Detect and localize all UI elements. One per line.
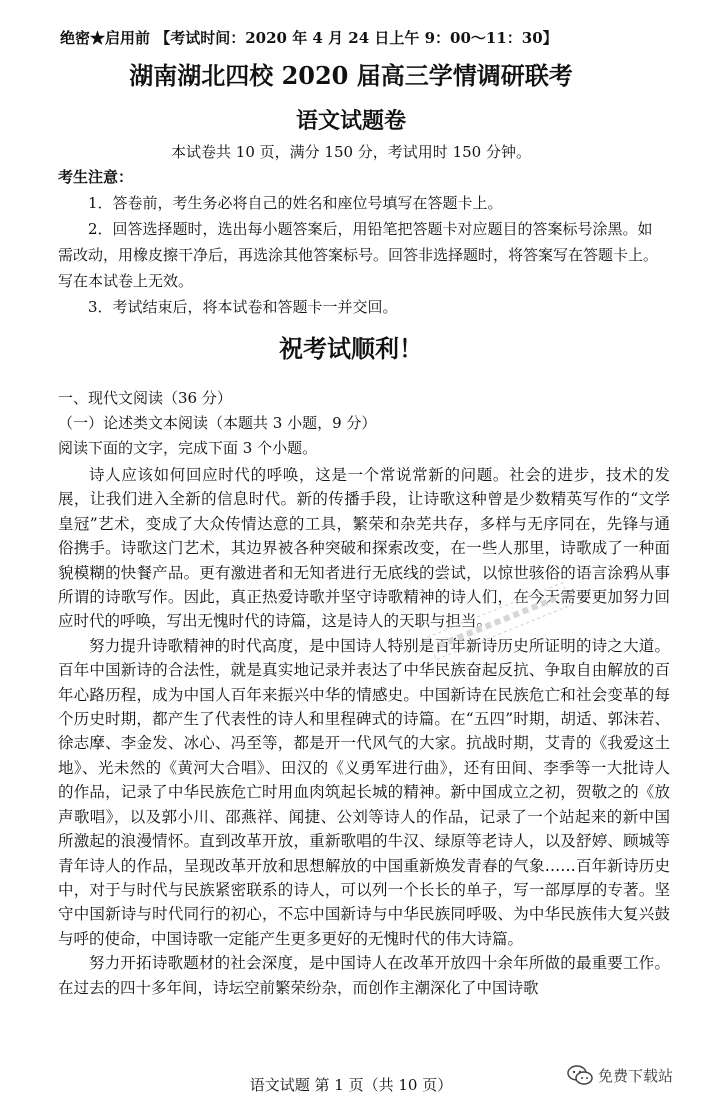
notice-item: 3．考试结束后，将本试卷和答题卡一并交回。 xyxy=(88,298,398,316)
site-logo xyxy=(566,1064,673,1086)
section-part: 一、现代文阅读（36 分） xyxy=(58,389,232,407)
page-footer: 语文试题 第 1 页（共 10 页） xyxy=(249,1076,453,1094)
notice-title: 考生注意： xyxy=(58,168,134,186)
notice-list xyxy=(58,190,666,320)
exam-time-line: 绝密★启用前 【考试时间：2020 年 4 月 24 日上午 9：00～11：30】 xyxy=(60,29,558,47)
logo-text: 免费下载站 xyxy=(598,1066,674,1085)
paper-subtitle: 语文试题卷 xyxy=(295,108,406,134)
exam-title: 湖南湖北四校 2020 届高三学情调研联考 xyxy=(129,61,573,90)
paper-info: 本试卷共 10 页，满分 150 分，考试用时 150 分钟。 xyxy=(171,143,531,161)
blessing: 祝考试顺利！ xyxy=(279,334,423,363)
article-paragraph: 诗人应该如何回应时代的呼唤，这是一个常说常新的问题。社会的进步，技术的发展，让我们进入全新的信息时代。新的传播手段，让诗歌这种曾是少数精英写作的“文学皇冠”艺术，变成了大众传情达意的工具，繁荣和杂芜共存，多样与无序同在，先锋与通俗携手。诗歌这门艺术，其边界被各种突破和探索改变，在一些人那里，诗歌成了一种面貌模糊的快餐产品。更有激进者和无知者进行无底线的尝试，以惊世骇俗的语言涂鸦从事所谓的诗歌写作。因此，真正热爱诗歌并坚守诗歌精神的诗人们，在今天需要更加努力回应时代的呼唤，写出无愧时代的诗篇，这是诗人的天职与担当。 xyxy=(58,466,670,631)
reading-article xyxy=(58,463,670,1000)
notice-item: 1．答卷前，考生务必将自己的姓名和座位号填写在答题卡上。 xyxy=(88,194,503,212)
section-instruction: 阅读下面的文字，完成下面 3 个小题。 xyxy=(58,439,318,457)
article-paragraph: 努力开拓诗歌题材的社会深度，是中国诗人在改革开放四十余年所做的最重要工作。在过去的四十多年间，诗坛空前繁荣纷杂，而创作主潮深化了中国诗歌 xyxy=(58,954,670,997)
wechat-icon xyxy=(566,1064,594,1086)
article-paragraph: 努力提升诗歌精神的时代高度，是中国诗人特别是百年新诗历史所证明的诗之大道。百年中国新诗的合法性，就是真实地记录并表达了中华民族奋起反抗、争取自由解放的百年心路历程，成为中国人百年来振兴中华的情感史。中国新诗在民族危亡和社会变革的每个历史时期，都产生了代表性的诗人和里程碑式的诗篇。在“五四”时期，胡适、郭沫若、徐志摩、李金发、冰心、冯至等，都是开一代风气的大家。抗战时期，艾青的《我爱这土地》、光未然的《黄河大合唱》、田汉的《义勇军进行曲》，还有田间、李季等一大批诗人的作品，记录了中华民族危亡时用血肉筑起长城的精神。新中国成立之初，贺敬之的《放声歌唱》，以及郭小川、邵燕祥、闻捷、公刘等诗人的作品，记录了一个站起来的新中国所激起的浪漫情怀。直到改革开放，重新歌唱的牛汉、绿原等老诗人，以及舒婷、顾城等青年诗人的作品，呈现改革开放和思想解放的中国重新焕发青春的气象……百年新诗历史中，对于与时代与民族紧密联系的诗人，可以列一个长长的单子，写一部厚厚的专著。坚守中国新诗与时代同行的初心，不忘中国新诗与中华民族同呼吸、为中华民族伟大复兴鼓与呼的使命，中国诗歌一定能产生更多更好的无愧时代的伟大诗篇。 xyxy=(58,636,670,948)
notice-item: 2．回答选择题时，选出每小题答案后，用铅笔把答题卡对应题目的答案标号涂黑。如需改动，用橡皮擦干净后，再选涂其他答案标号。回答非选择题时，将答案写在答题卡上。写在本试卷上无效。 xyxy=(58,220,659,290)
section-sub: （一）论述类文本阅读（本题共 3 小题，9 分） xyxy=(58,414,377,432)
